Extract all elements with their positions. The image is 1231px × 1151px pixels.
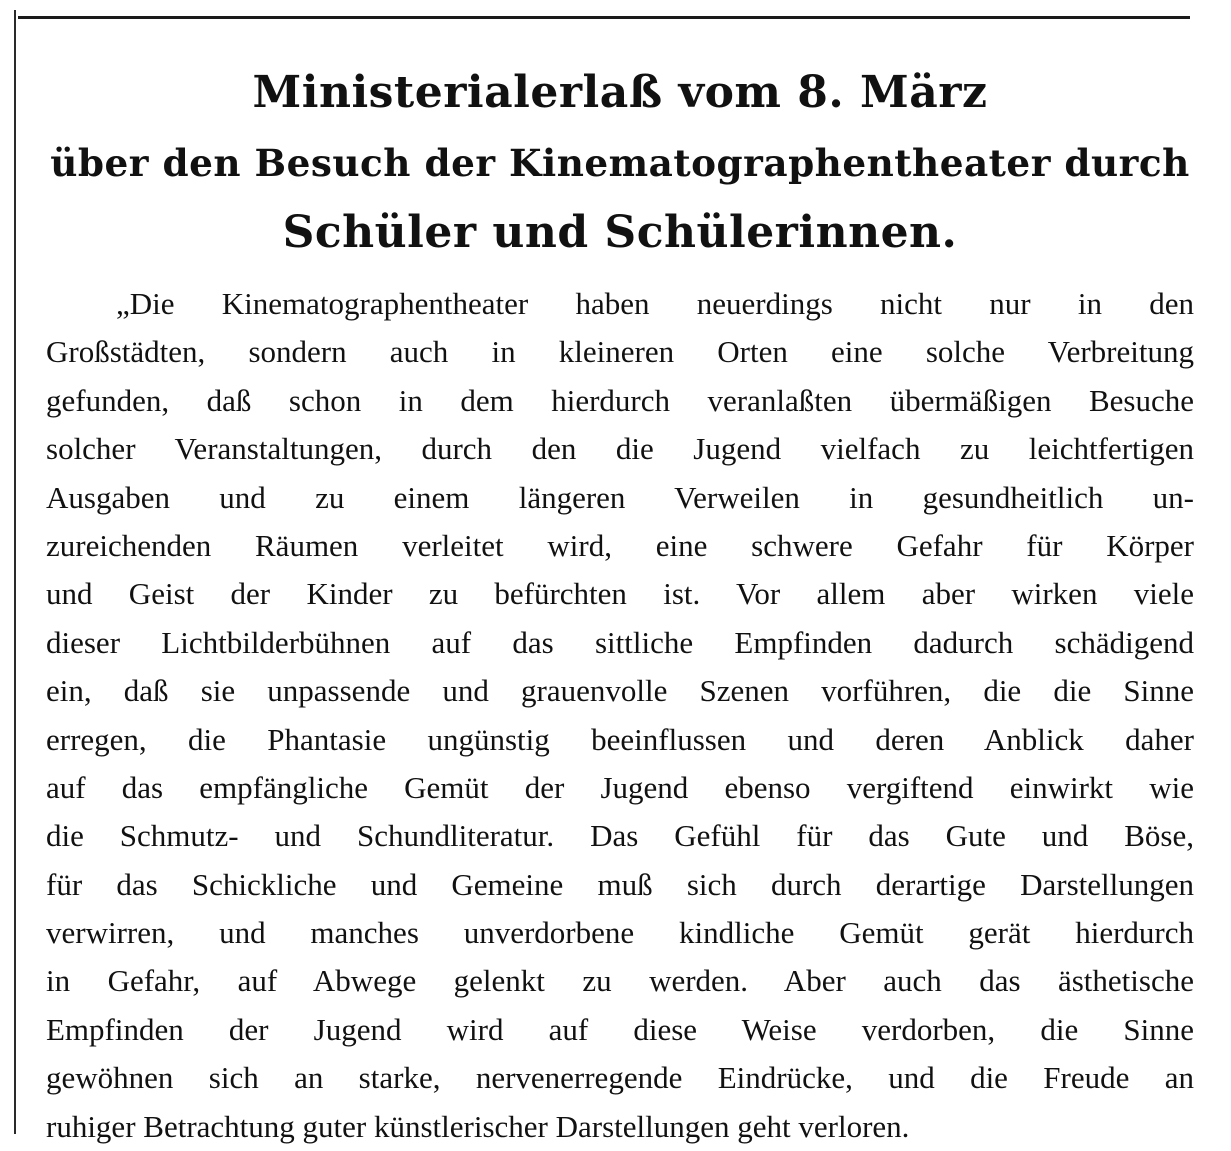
body-line: auf das empfängliche Gemüt der Jugend ebenso vergiftend einwirkt wie [46,769,1194,805]
headline-line-2: über den Besuch der Kinematographentheater durch [50,141,1190,185]
headline-line-1: Ministerialerlaß vom 8. März [252,67,988,118]
body-line: zureichenden Räumen verleitet wird, eine schwere Gefahr für Körper [46,527,1194,563]
left-column-rule [14,10,16,1134]
article [46,58,1194,1151]
body-line: ein, daß sie unpassende und grauenvolle Szenen vorführen, die die Sinne [46,673,1194,709]
body-line: gefunden, daß schon in dem hierdurch veranlaßten übermäßigen Besuche [46,382,1194,418]
body-line: verwirren, und manches unverdorbene kindliche Gemüt gerät hierdurch [46,915,1194,951]
headline-line-3: Schüler und Schülerinnen. [282,207,958,258]
top-rule [18,16,1190,19]
body-line: Großstädten, sondern auch in kleineren Orten eine solche Verbreitung [46,334,1194,370]
body-line: erregen, die Phantasie ungünstig beeinflussen und deren Anblick daher [46,721,1194,757]
article-headline [46,58,1194,268]
body-line: gewöhnen sich an starke, nervenerregende Eindrücke, und die Freude an [46,1060,1194,1096]
body-line: Empfinden der Jugend wird auf diese Weise verdorben, die Sinne [46,1011,1194,1047]
body-line: ruhiger Betrachtung guter künstlerischer Darstellungen geht verloren. [46,1108,910,1144]
body-line: Ausgaben und zu einem längeren Verweilen in gesundheitlich un- [46,479,1194,515]
body-line: dieser Lichtbilderbühnen auf das sittliche Empfinden dadurch schädigend [46,624,1194,660]
body-line: die Schmutz- und Schundliteratur. Das Gefühl für das Gute und Böse, [46,818,1194,854]
body-line: für das Schickliche und Gemeine muß sich durch derartige Darstellungen [46,866,1194,902]
body-line: und Geist der Kinder zu befürchten ist. Vor allem aber wirken viele [46,576,1194,612]
body-line: „Die Kinematographentheater haben neuerdings nicht nur in den [116,286,1194,321]
body-line: in Gefahr, auf Abwege gelenkt zu werden. Aber auch das ästhetische [46,963,1194,999]
body-line: solcher Veranstaltungen, durch den die Jugend vielfach zu leichtfertigen [46,431,1194,467]
article-body [46,280,1194,1151]
